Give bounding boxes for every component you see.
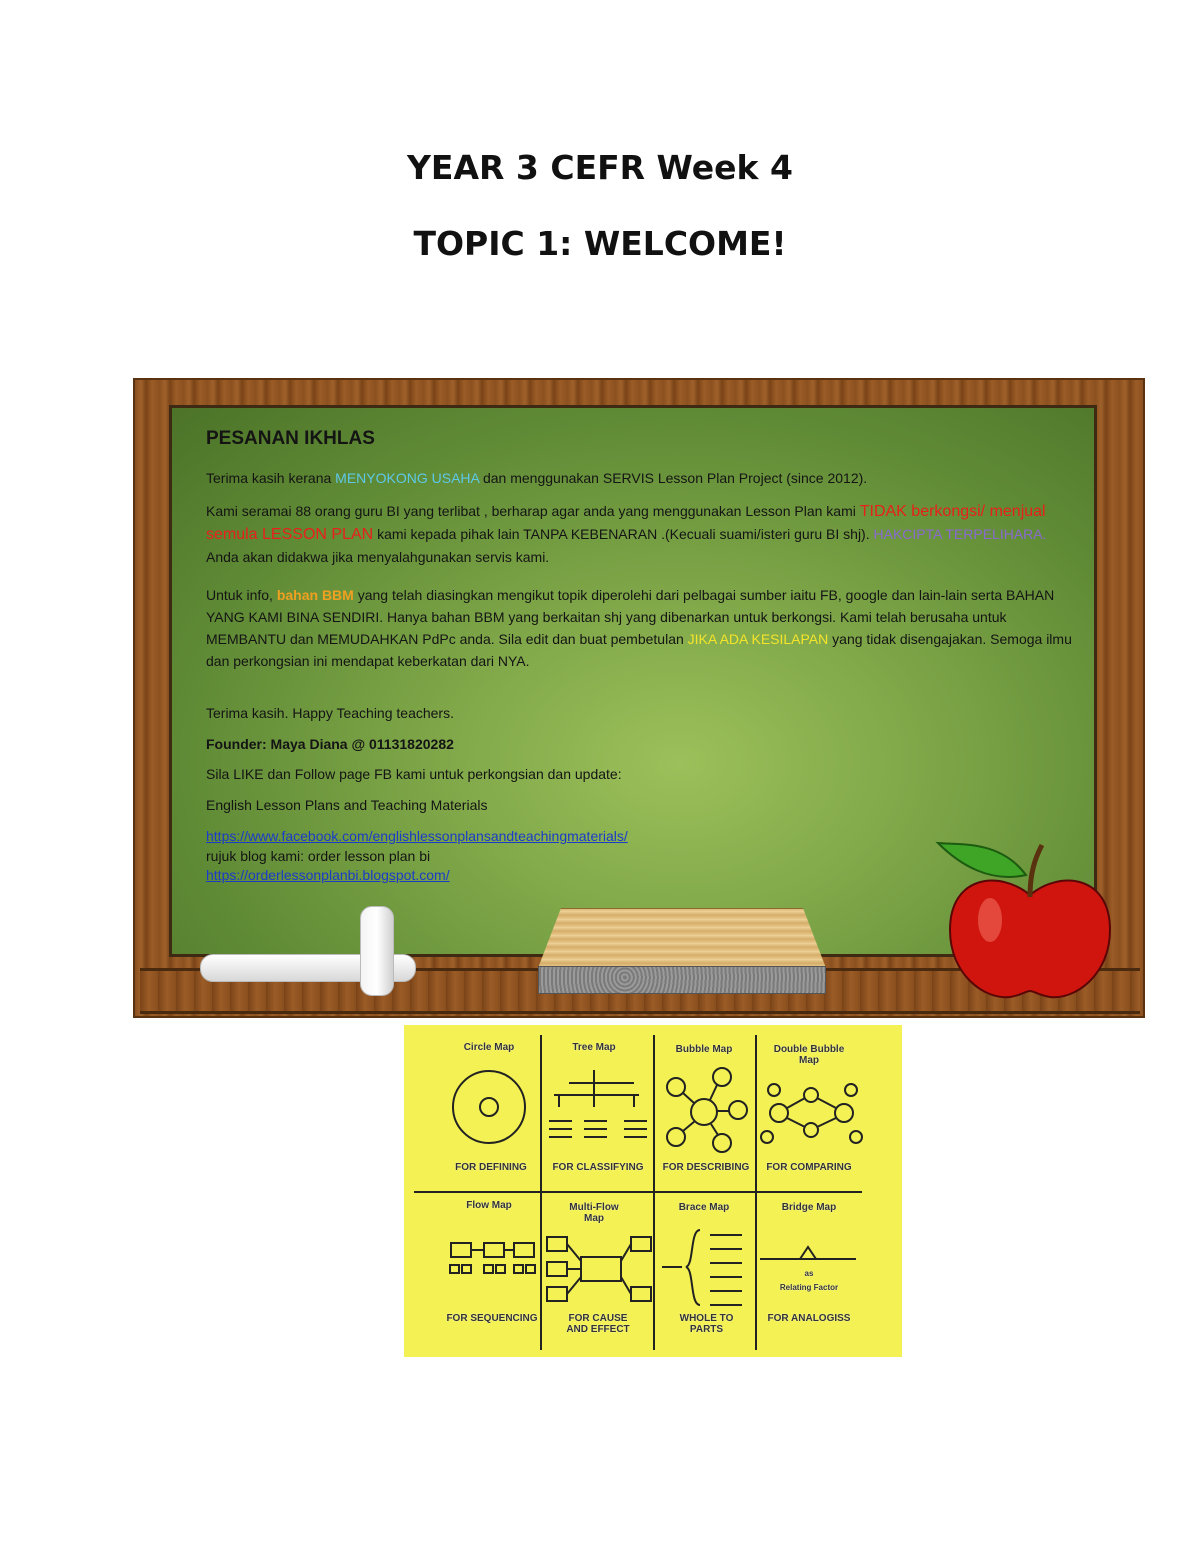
p3-text-e: yang tidak disengajakan. Semoga ilmu dan perkongsian ini mendapat keberkatan dari NYA.: [206, 631, 1072, 669]
p1-highlight: MENYOKONG USAHA: [335, 470, 480, 486]
circle-map-use: FOR DEFINING: [455, 1162, 527, 1173]
bubble-map-name: Bubble Map: [675, 1044, 733, 1055]
multi-flow-map-name: Multi-Flow Map: [569, 1202, 619, 1224]
facebook-link[interactable]: https://www.facebook.com/englishlessonplansandteachingmaterials/: [206, 828, 628, 844]
bubble-map-use: FOR DESCRIBING: [662, 1162, 750, 1173]
brace-map-icon: [662, 1230, 742, 1305]
tree-map-name: Tree Map: [572, 1042, 616, 1053]
multi-flow-map-use: FOR CAUSE AND EFFECT: [566, 1313, 630, 1335]
eraser-wood: [538, 908, 826, 968]
double-bubble-map-icon: [761, 1084, 862, 1143]
p2-text-a: Kami seramai 88 orang guru BI yang terlibat , berharap agar anda yang menggunakan Lesson Plan kami: [206, 503, 860, 519]
p3-text-c: yang telah diasingkan mengikut topik diperolehi dari pelbagai sumber iaitu FB, google dan lain-lain serta BAHAN YANG KAMI BINA SENDIRI. Hanya bahan BBM yang berkaitan shj yang dibenarkan untuk berkongsi. Kami telah berusaha untuk MEMBANTU dan MEMUDAHKAN PdPc anda. Sila edit dan buat pembetulan: [206, 587, 1055, 647]
bridge-as-label: as: [804, 1269, 814, 1278]
tree-map-icon: [549, 1070, 647, 1137]
p3-mistake: JIKA ADA KESILAPAN: [687, 631, 829, 647]
flow-map-use: FOR SEQUENCING: [446, 1313, 538, 1324]
p3-bbm: bahan BBM: [276, 587, 354, 603]
double-bubble-map-name: Double Bubble Map: [773, 1044, 845, 1066]
chalk-stick-vertical: [360, 906, 394, 996]
p1-text-a: Terima kasih kerana: [206, 470, 336, 486]
message-paragraph-1: [206, 467, 1076, 489]
multi-flow-map-icon: [547, 1237, 651, 1301]
message-paragraph-2: [206, 500, 1076, 568]
p1-text-c: dan menggunakan SERVIS Lesson Plan Project (since 2012).: [479, 470, 868, 486]
brace-map-use: WHOLE TO PARTS: [679, 1313, 734, 1335]
topic-title: TOPIC 1: WELCOME!: [413, 224, 787, 263]
p3-text-a: Untuk info,: [206, 587, 277, 603]
p2-text-e: Anda akan didakwa jika menyalahgunakan servis kami.: [206, 549, 550, 565]
circle-map-icon: [453, 1071, 525, 1143]
eraser-felt: [538, 966, 826, 994]
fb-page-name: English Lesson Plans and Teaching Materials: [206, 797, 488, 813]
p2-copyright: HAKCIPTA TERPELIHARA.: [873, 526, 1047, 542]
blog-link[interactable]: https://orderlessonplanbi.blogspot.com/: [206, 867, 450, 883]
message-title: PESANAN IKHLAS: [206, 428, 375, 449]
apple-icon: [930, 835, 1130, 1005]
tree-map-use: FOR CLASSIFYING: [552, 1162, 644, 1173]
message-paragraph-3: [206, 584, 1076, 672]
flow-map-name: Flow Map: [466, 1200, 512, 1211]
follow-line: Sila LIKE dan Follow page FB kami untuk perkongsian dan update:: [206, 766, 622, 782]
bridge-map-use: FOR ANALOGISS: [767, 1313, 851, 1324]
founder-line: Founder: Maya Diana @ 01131820282: [206, 736, 454, 752]
bridge-map-icon: [760, 1247, 856, 1259]
circle-map-name: Circle Map: [463, 1042, 515, 1053]
thanks-line: Terima kasih. Happy Teaching teachers.: [206, 705, 454, 721]
double-bubble-map-use: FOR COMPARING: [766, 1162, 852, 1173]
bridge-map-name: Bridge Map: [781, 1202, 837, 1213]
blog-text: rujuk blog kami: order lesson plan bi: [206, 848, 431, 864]
relating-factor-label: Relating Factor: [779, 1283, 839, 1292]
thinking-maps-chart: [404, 1025, 902, 1357]
page-title: YEAR 3 CEFR Week 4: [407, 148, 793, 187]
bubble-map-icon: [667, 1068, 747, 1152]
brace-map-name: Brace Map: [678, 1202, 730, 1213]
p2-text-c: kami kepada pihak lain TANPA KEBENARAN .(Kecuali suami/isteri guru BI shj).: [373, 526, 874, 542]
p2-warning: TIDAK berkongsi/ menjual semula LESSON PLAN: [206, 503, 1046, 543]
flow-map-icon: [450, 1243, 535, 1273]
